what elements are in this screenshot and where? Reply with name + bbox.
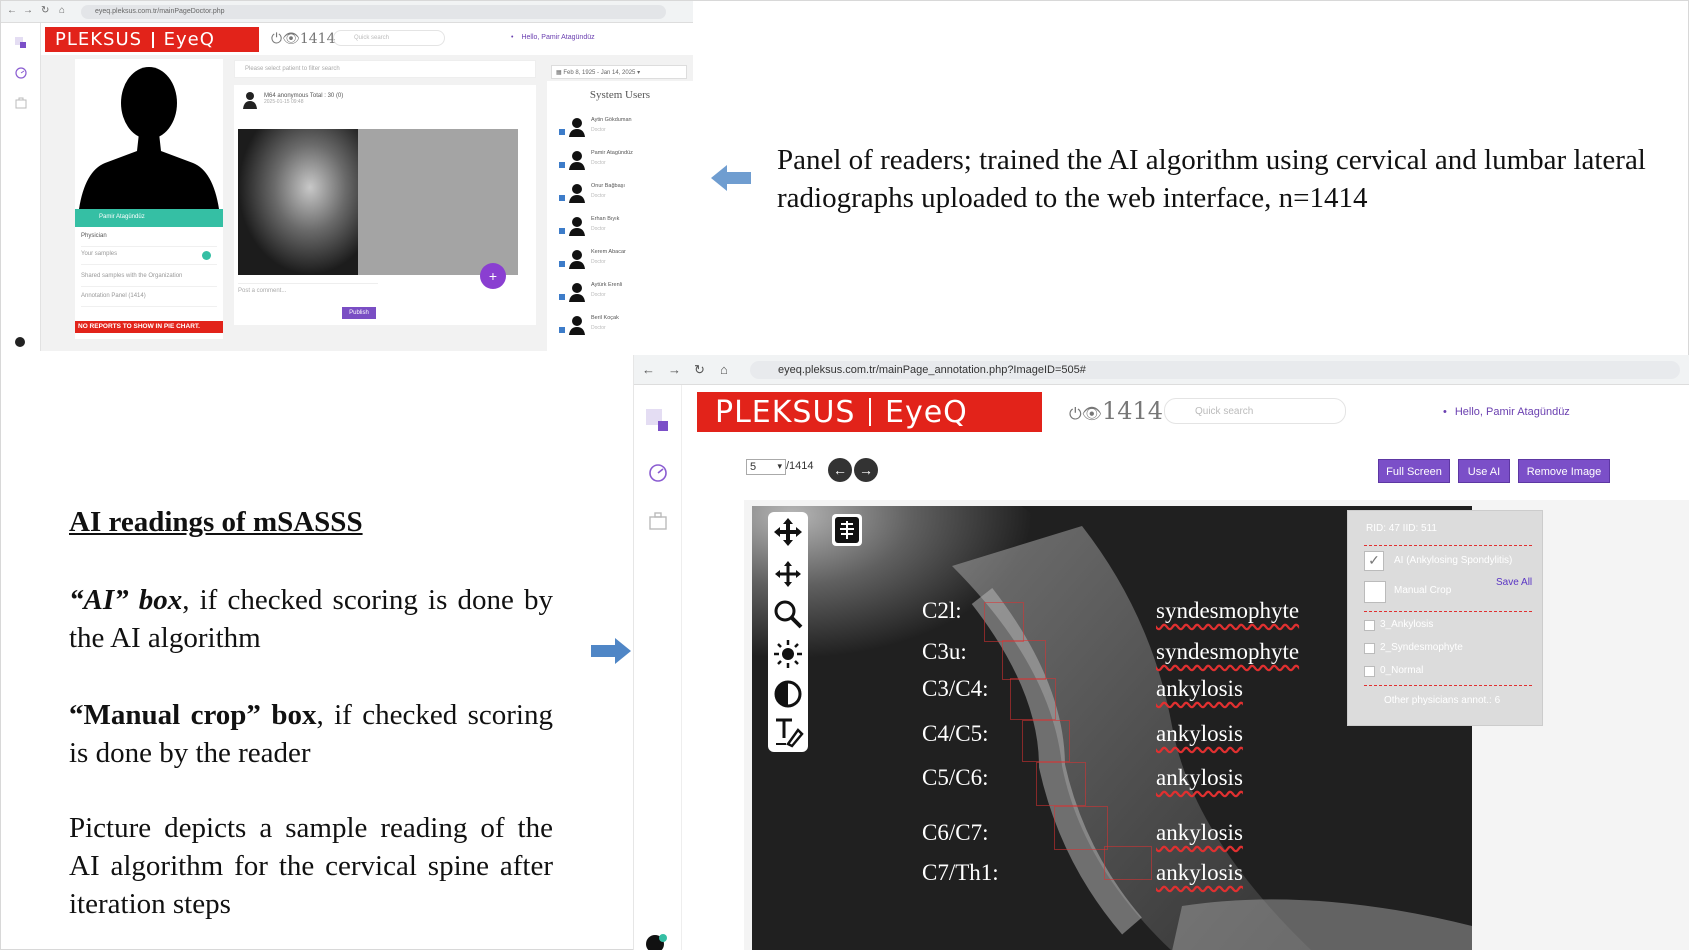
system-users-panel (547, 81, 693, 351)
add-button[interactable]: + (480, 263, 506, 289)
readers-panel-caption: Panel of readers; trained the AI algorithm using cervical and lumbar lateral radiographs uploaded to the web interface, n=1414 (777, 144, 1646, 214)
reload-icon[interactable]: ↻ (41, 5, 50, 16)
sample-post (234, 85, 536, 325)
reload-icon[interactable]: ↻ (694, 362, 705, 377)
crop-box[interactable] (1022, 720, 1070, 762)
full-screen-button[interactable]: Full Screen (1378, 459, 1450, 483)
gauge-icon[interactable] (648, 463, 668, 483)
contrast-icon[interactable] (772, 678, 804, 710)
publish-button[interactable]: Publish (342, 307, 376, 319)
system-user-item[interactable]: Kerem Abacar Doctor (559, 247, 689, 273)
user-avatar-icon (569, 249, 585, 269)
greeting-link[interactable]: • Hello, Pamir Atagündüz (1443, 406, 1570, 418)
user-checkbox[interactable] (559, 228, 565, 234)
arrow-right-icon (591, 636, 631, 666)
briefcase-icon[interactable] (648, 511, 668, 531)
pan-icon[interactable] (772, 516, 804, 548)
remove-image-button[interactable]: Remove Image (1518, 459, 1610, 483)
crop-box[interactable] (1036, 762, 1086, 806)
vertebra-level-label: C7/Th1: (922, 860, 999, 885)
option-label: 0_Normal (1380, 665, 1424, 676)
manual-crop-label: Manual Crop (1394, 585, 1452, 596)
divider (1364, 685, 1532, 686)
logo-left-text: PLEKSUS (55, 29, 143, 50)
greeting-link[interactable]: • Hello, Pamir Atagündüz (511, 34, 595, 41)
logo-right-text: EyeQ (163, 29, 215, 50)
profile-name: Pamir Atagündüz (75, 209, 223, 227)
user-menu-icon[interactable] (15, 337, 25, 347)
app-header (41, 23, 693, 55)
menu-annotation-panel[interactable]: Annotation Panel (1414) (81, 289, 217, 307)
user-checkbox[interactable] (559, 261, 565, 267)
zoom-icon[interactable] (772, 598, 804, 630)
vertebra-level-label: C5/C6: (922, 765, 989, 790)
system-user-item[interactable]: Aytürk Erenli Doctor (559, 280, 689, 306)
record-id: RID: 47 IID: 511 (1366, 523, 1437, 534)
use-ai-button[interactable]: Use AI (1458, 459, 1510, 483)
image-total: /1414 (786, 460, 814, 472)
option-label: 3_Ankylosis (1380, 619, 1434, 630)
user-checkbox[interactable] (559, 129, 565, 135)
logo-right-text: EyeQ (884, 394, 968, 430)
logo-left-text: PLEKSUS (715, 394, 856, 430)
dashboard-icon[interactable] (646, 409, 670, 433)
address-bar[interactable]: eyeq.pleksus.com.tr/mainPage_annotation.php?ImageID=505# (750, 361, 1680, 379)
dashboard-icon[interactable] (15, 37, 27, 49)
ai-checkbox-label: AI (Ankylosing Spondylitis) (1394, 555, 1513, 566)
option-checkbox[interactable] (1364, 643, 1375, 654)
eye-icon: ⏻👁 (1069, 404, 1102, 423)
annotate-text-icon[interactable] (772, 716, 804, 748)
briefcase-icon[interactable] (15, 97, 27, 109)
quick-search-input[interactable]: Quick search (333, 30, 445, 46)
menu-shared-samples[interactable]: Shared samples with the Organization (81, 269, 217, 287)
profile-role: Physician (81, 229, 217, 247)
image-viewer (744, 500, 1689, 950)
annotation-page-screenshot (633, 355, 1689, 950)
browser-chrome (634, 355, 1689, 385)
user-avatar-icon (569, 216, 585, 236)
cervical-xray-thumbnail[interactable] (238, 129, 518, 275)
back-icon[interactable]: ← (7, 5, 17, 16)
crop-box[interactable] (1054, 806, 1108, 850)
brightness-icon[interactable] (772, 638, 804, 670)
user-checkbox[interactable] (559, 294, 565, 300)
vertebra-level-label: C6/C7: (922, 820, 989, 845)
profile-card (75, 59, 223, 339)
side-rail (634, 385, 682, 950)
user-avatar-icon (569, 282, 585, 302)
crop-box[interactable] (984, 602, 1024, 642)
sample-counter: ⏻👁1414 (1069, 397, 1164, 425)
manual-crop-checkbox[interactable] (1364, 581, 1386, 603)
move-icon[interactable] (772, 558, 804, 590)
option-checkbox[interactable] (1364, 666, 1375, 677)
forward-icon[interactable]: → (668, 362, 681, 377)
system-user-item[interactable]: Aytin Gökduman Doctor (559, 115, 689, 141)
system-user-item[interactable]: Beril Koçak Doctor (559, 313, 689, 339)
address-bar[interactable]: eyeq.pleksus.com.tr/mainPageDoctor.php (81, 5, 666, 19)
post-header: M64 anonymous Total : 30 (0) 2025-01-15 09:48 (264, 93, 344, 105)
side-rail (1, 23, 41, 351)
vertebra-finding: ankylosis (1156, 860, 1243, 885)
eye-icon: ⏻👁 (271, 31, 300, 47)
previous-image-button[interactable]: ← (828, 458, 852, 482)
ai-checkbox[interactable]: ✓ (1364, 551, 1384, 571)
pleksus-eyeq-logo[interactable] (45, 27, 259, 52)
doctor-page-screenshot (1, 1, 693, 351)
no-reports-banner: NO REPORTS TO SHOW IN PIE CHART. (75, 321, 223, 333)
sample-reading-description: Picture depicts a sample reading of the AI algorithm for the cervical spine after iteration steps (69, 812, 553, 920)
home-icon[interactable]: ⌂ (59, 5, 66, 16)
annotation-toolbar (768, 512, 808, 752)
vertebra-level-label: C3/C4: (922, 676, 989, 701)
user-avatar-icon (569, 183, 585, 203)
sample-counter: ⏻👁1414 (271, 31, 336, 47)
user-avatar-icon (569, 117, 585, 137)
pleksus-eyeq-logo[interactable] (697, 392, 1042, 432)
arrow-left-icon (711, 163, 751, 193)
user-checkbox[interactable] (559, 327, 565, 333)
vertebra-level-label: C3u: (922, 639, 967, 664)
crop-box[interactable] (1104, 846, 1152, 880)
system-users-title: System Users (589, 89, 651, 101)
vertebra-finding: syndesmophyte (1156, 639, 1300, 664)
quick-search-input[interactable]: Quick search (1164, 398, 1346, 424)
vertebra-finding: ankylosis (1156, 676, 1243, 701)
user-avatar-icon (569, 315, 585, 335)
system-user-item[interactable]: Erhan Bıyık Doctor (559, 214, 689, 240)
ai-readings-title: AI readings of mSASSS (69, 506, 363, 538)
user-checkbox[interactable] (559, 162, 565, 168)
divider (1364, 545, 1532, 546)
system-user-item[interactable]: Pamir Atagündüz Doctor (559, 148, 689, 174)
option-checkbox[interactable] (1364, 620, 1375, 631)
user-avatar-icon (242, 91, 258, 109)
image-index-select[interactable]: 5 ▾ (746, 459, 786, 475)
next-image-button[interactable]: → (854, 458, 878, 482)
manual-crop-description: “Manual crop” box, if checked scoring is done by the reader (69, 699, 553, 769)
annotation-side-panel (1347, 510, 1543, 726)
vertebra-finding: ankylosis (1156, 721, 1243, 746)
status-dot-icon (202, 251, 211, 260)
save-all-link[interactable]: Save All (1496, 577, 1533, 588)
profile-silhouette-icon (75, 59, 223, 209)
crop-box[interactable] (1002, 640, 1046, 680)
forward-icon[interactable]: → (23, 5, 33, 16)
divider (1364, 611, 1532, 612)
home-icon[interactable]: ⌂ (720, 362, 728, 377)
vertebra-finding: ankylosis (1156, 820, 1243, 845)
back-icon[interactable]: ← (642, 362, 655, 377)
vertebra-level-label: C2l: (922, 598, 962, 623)
invert-icon[interactable] (832, 514, 862, 546)
calendar-icon: ▦ (556, 70, 564, 76)
user-avatar-icon (569, 150, 585, 170)
gauge-icon[interactable] (15, 67, 27, 79)
comment-input[interactable]: Post a comment... (238, 283, 378, 319)
option-label: 2_Syndesmophyte (1380, 642, 1463, 653)
user-menu-icon[interactable] (642, 933, 668, 950)
system-user-item[interactable]: Onur Bağbaşı Doctor (559, 181, 689, 207)
patient-filter-select[interactable]: Please select patient to filter search (234, 60, 536, 78)
ai-box-description: “AI” box, if checked scoring is done by the AI algorithm (69, 584, 553, 654)
menu-your-samples[interactable]: Your samples (81, 247, 217, 265)
date-range-picker[interactable]: ▦ Feb 8, 1925 - Jan 14, 2025 ▾ (551, 65, 687, 79)
crop-box[interactable] (1010, 678, 1056, 720)
user-checkbox[interactable] (559, 195, 565, 201)
vertebra-level-label: C4/C5: (922, 721, 989, 746)
vertebra-finding: syndesmophyte (1156, 598, 1300, 623)
browser-chrome (1, 1, 693, 23)
vertebra-finding: ankylosis (1156, 765, 1243, 790)
other-physicians-annotations: Other physicians annot.: 6 (1384, 695, 1501, 706)
